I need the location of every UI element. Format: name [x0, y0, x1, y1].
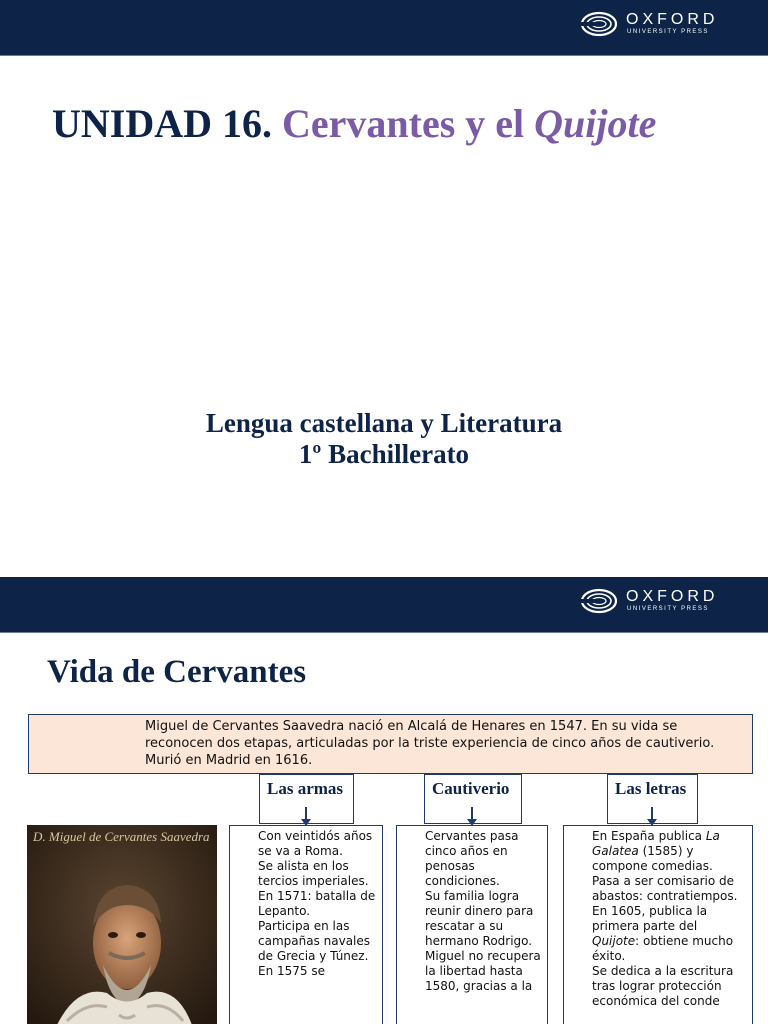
list-item: Se dedica a la escritura tras lograr protección económica del conde: [592, 964, 734, 1008]
list-item: En 1605, publica la primera parte del Quijote: obtiene mucho éxito.: [592, 904, 734, 963]
course-subtitle: [0, 408, 768, 470]
oxford-logo: [580, 588, 748, 614]
cervantes-portrait: [27, 825, 217, 1024]
list-item: Con veintidós años se va a Roma.: [258, 829, 373, 858]
column-cautiverio: [396, 825, 548, 1024]
portrait-image: [27, 825, 217, 1024]
list-item: En España publica La Galatea (1585) y compone comedias.: [592, 829, 720, 873]
unit-topic: Cervantes y el: [282, 101, 525, 146]
oxford-logo-icon: [580, 588, 620, 614]
list-item: En 1575 se: [258, 964, 325, 978]
heading-cautiverio: Cautiverio: [424, 774, 522, 824]
logo-subtitle: UNIVERSITY PRESS: [627, 606, 709, 612]
list-item: Cervantes pasa cinco años en penosas condiciones.: [425, 829, 519, 888]
oxford-logo: [580, 11, 748, 37]
logo-wordmark: OXFORD: [626, 588, 719, 605]
slide-2: [0, 577, 768, 1024]
unit-title: [52, 100, 656, 147]
list-item: Su familia logra reunir dinero para rescatar a su hermano Rodrigo.: [425, 889, 534, 948]
unit-topic-italic: Quijote: [534, 101, 657, 146]
header-bar: [0, 577, 768, 633]
logo-subtitle: UNIVERSITY PRESS: [627, 29, 709, 35]
course-level: 1º Bachillerato: [298, 439, 470, 469]
arrow-down-icon: [645, 807, 659, 827]
arrow-down-icon: [465, 807, 479, 827]
subject-name: Lengua castellana y Literatura: [205, 408, 563, 438]
list-item: En 1571: batalla de Lepanto.: [258, 889, 376, 918]
arrow-down-icon: [299, 807, 313, 827]
section-title: Vida de Cervantes: [47, 654, 307, 690]
oxford-logo-icon: [580, 11, 620, 37]
list-item: Miguel no recupera la libertad hasta 1580, gracias a la: [425, 949, 541, 993]
header-bar: [0, 0, 768, 56]
list-item: Pasa a ser comisario de abastos: contratiempos.: [592, 874, 738, 903]
list-item: Participa en las campañas navales de Grecia y Túnez.: [258, 919, 371, 963]
list-item: Se alista en los tercios imperiales.: [258, 859, 369, 888]
heading-las-armas: Las armas: [259, 774, 354, 824]
portrait-caption: D. Miguel de Cervantes Saavedra: [33, 829, 210, 844]
column-las-letras: [563, 825, 753, 1024]
column-las-armas: [229, 825, 383, 1024]
slide-separator: [0, 567, 768, 577]
intro-box: Miguel de Cervantes Saavedra nació en Alcalá de Henares en 1547. En su vida se reconocen dos etapas, articuladas por la triste experiencia de cinco años de cautiverio. Murió en Madrid en 1616.: [28, 714, 753, 774]
logo-wordmark: OXFORD: [626, 11, 719, 28]
unit-number: UNIDAD 16.: [52, 101, 272, 146]
heading-las-letras: Las letras: [607, 774, 698, 824]
